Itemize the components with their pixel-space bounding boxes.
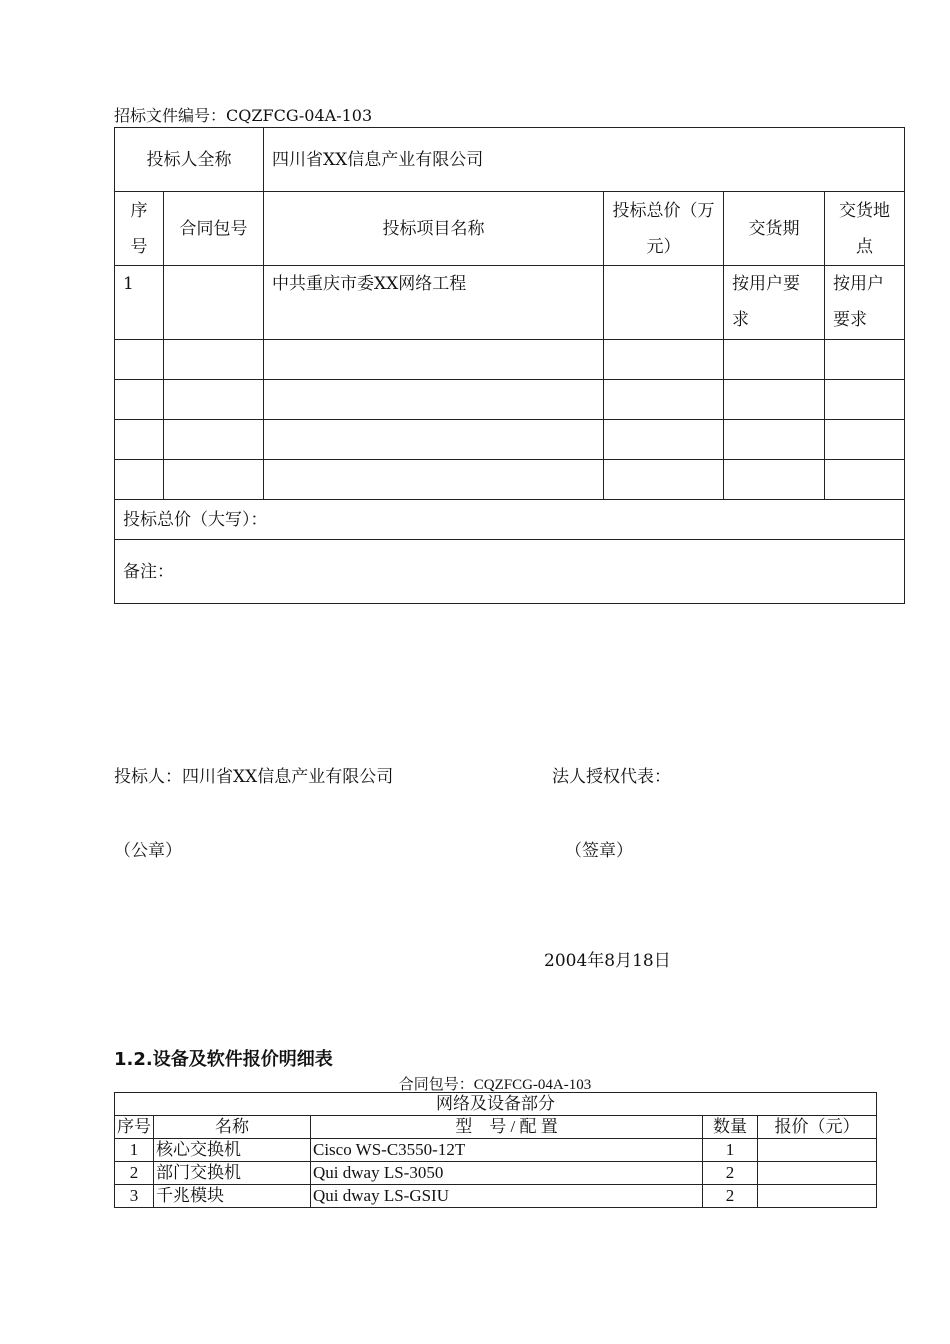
col-seq: 序号 xyxy=(115,1116,154,1139)
col-package-header: 合同包号 xyxy=(164,192,264,266)
bidder-name: 四川省XX信息产业有限公司 xyxy=(264,128,905,192)
row-model: Qui dway LS-GSIU xyxy=(311,1185,703,1208)
row-name: 核心交换机 xyxy=(154,1139,311,1162)
company-seal: （公章） xyxy=(114,841,182,861)
row1-total xyxy=(604,266,724,340)
col-price: 报价（元） xyxy=(758,1116,877,1139)
sign-date: 2004年8月18日 xyxy=(544,951,671,971)
table-row xyxy=(115,420,905,460)
col-delivery-header: 交货期 xyxy=(724,192,825,266)
col-model: 型 号 / 配 置 xyxy=(311,1116,703,1139)
bidder-label: 投标人全称 xyxy=(115,128,264,192)
bid-summary-table xyxy=(114,127,905,604)
col-place-header: 交货地点 xyxy=(825,192,905,266)
contract-number: 合同包号：CQZFCG-04A-103 xyxy=(398,1077,592,1093)
row-qty: 2 xyxy=(703,1162,758,1185)
signature-seal: （签章） xyxy=(565,841,633,861)
row-price xyxy=(758,1162,877,1185)
col-total-header: 投标总价（万元） xyxy=(604,192,724,266)
row1-package xyxy=(164,266,264,340)
col-project-header: 投标项目名称 xyxy=(264,192,604,266)
table-row xyxy=(115,1185,877,1208)
row1-seq: 1 xyxy=(115,266,164,340)
section-heading: 1.2.设备及软件报价明细表 xyxy=(114,1049,333,1070)
group-title: 网络及设备部分 xyxy=(115,1093,877,1116)
col-qty: 数量 xyxy=(703,1116,758,1139)
document-number: 招标文件编号：CQZFCG-04A-103 xyxy=(114,106,373,125)
row-name: 千兆模块 xyxy=(154,1185,311,1208)
table-row xyxy=(115,380,905,420)
row-seq: 2 xyxy=(115,1162,154,1185)
row-name: 部门交换机 xyxy=(154,1162,311,1185)
col-name: 名称 xyxy=(154,1116,311,1139)
table-row xyxy=(115,340,905,380)
bidder-signature: 投标人：四川省XX信息产业有限公司 xyxy=(114,767,394,787)
table-row xyxy=(115,1139,877,1162)
authorized-rep: 法人授权代表： xyxy=(552,767,671,787)
row1-project: 中共重庆市委XX网络工程 xyxy=(264,266,604,340)
remarks-label: 备注： xyxy=(115,540,905,604)
row-seq: 1 xyxy=(115,1139,154,1162)
row-model: Cisco WS-C3550-12T xyxy=(311,1139,703,1162)
col-seq-header: 序号 xyxy=(115,192,164,266)
table-row xyxy=(115,460,905,500)
row-model: Qui dway LS-3050 xyxy=(311,1162,703,1185)
row-price xyxy=(758,1185,877,1208)
equipment-price-table xyxy=(114,1092,877,1208)
row-price xyxy=(758,1139,877,1162)
row1-delivery: 按用户要求 xyxy=(724,266,825,340)
row-seq: 3 xyxy=(115,1185,154,1208)
row-qty: 2 xyxy=(703,1185,758,1208)
row1-place: 按用户要求 xyxy=(825,266,905,340)
total-caps-label: 投标总价（大写）： xyxy=(115,500,905,540)
row-qty: 1 xyxy=(703,1139,758,1162)
table-row xyxy=(115,1162,877,1185)
